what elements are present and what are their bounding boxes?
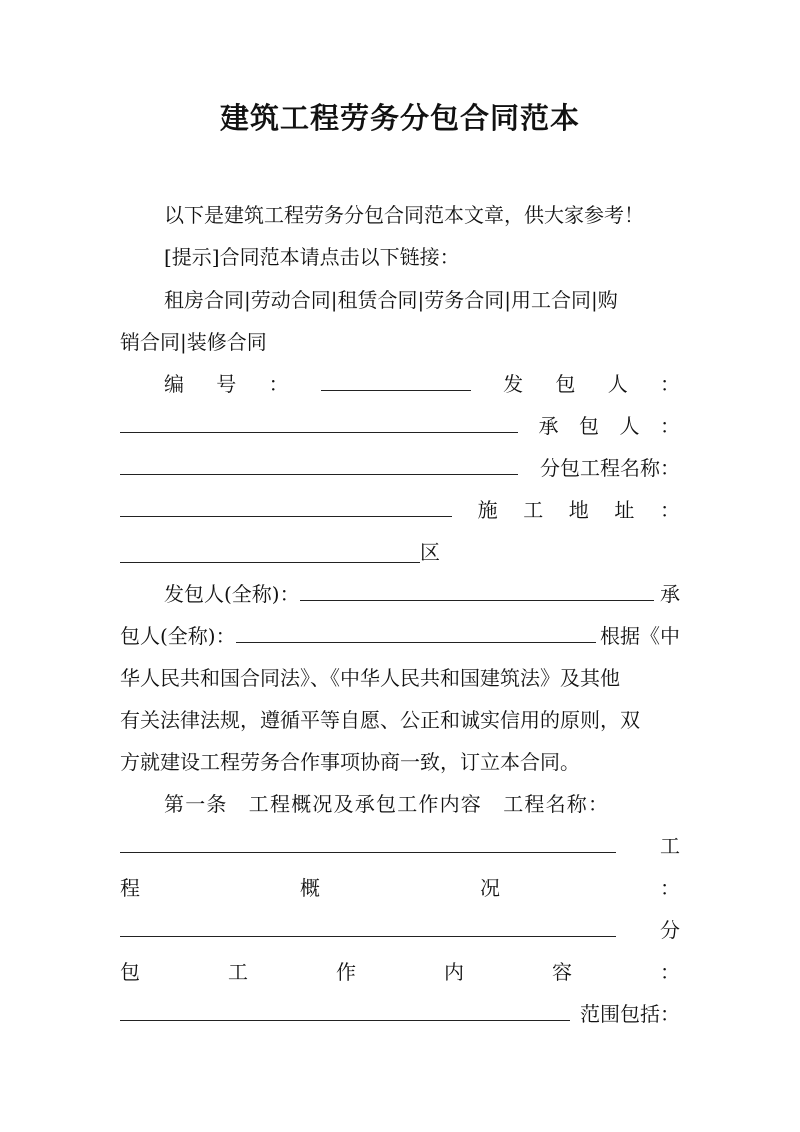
label-char: 工 (660, 834, 680, 858)
blank-site-address[interactable] (120, 540, 420, 563)
label-char: 容 (552, 960, 572, 984)
label-char: ： (660, 414, 680, 438)
label-char: 承 (660, 582, 680, 606)
label-char: 包 (555, 372, 576, 396)
field-row-project-overview-label (120, 872, 680, 904)
label-char: 概 (300, 876, 320, 900)
field-row-scope (120, 998, 680, 1030)
label-char: 分 (660, 918, 680, 942)
label-scope: 范围包括： (580, 1002, 680, 1026)
field-row-contractor-full (120, 620, 680, 652)
label-char: 号 (216, 372, 237, 396)
label-char: 发 (503, 372, 524, 396)
label-char: 程 (120, 876, 140, 900)
label-char: 包 (579, 414, 599, 438)
blank-number[interactable] (321, 368, 471, 391)
label-char: 人 (607, 372, 628, 396)
contract-links-line-1[interactable]: 租房合同|劳动合同|租赁合同|劳务合同|用工合同|购 (164, 288, 618, 312)
body-line-3: 方就建设工程劳务合作事项协商一致，订立本合同。 (120, 750, 580, 774)
label-district: 区 (420, 540, 440, 564)
tip-paragraph: [提示]合同范本请点击以下链接： (164, 245, 460, 269)
label-char: 址 (614, 498, 635, 522)
label-subcontract-name: 分包工程名称： (540, 456, 680, 480)
label-char: 况 (480, 876, 500, 900)
intro-paragraph: 以下是建筑工程劳务分包合同范本文章，供大家参考！ (164, 203, 644, 227)
label-char: 包 (120, 960, 140, 984)
label-char: 承 (538, 414, 559, 438)
label-char: 工 (523, 498, 544, 522)
label-char: ： (268, 372, 289, 396)
blank-work-content[interactable] (120, 998, 570, 1021)
label-char: ： (659, 372, 680, 396)
document-title: 建筑工程劳务分包合同范本 (219, 101, 580, 135)
field-row-subcontract-name (120, 452, 680, 484)
label-char: 人 (619, 414, 640, 438)
field-row-district (120, 536, 680, 568)
field-row-project-overview (120, 914, 680, 946)
body-line-2: 有关法律法规，遵循平等自愿、公正和诚实信用的原则，双 (120, 708, 640, 732)
text-according-to: 根据《中 (600, 624, 680, 648)
body-line-1: 华人民共和国合同法》、《中华人民共和国建筑法》及其他 (120, 666, 620, 690)
field-row-employer-full (120, 578, 680, 610)
label-char: 内 (444, 960, 464, 984)
label-char: 编 (164, 372, 184, 396)
label-char: ： (660, 960, 680, 984)
label-char: 作 (336, 960, 356, 984)
label-char: 施 (477, 498, 498, 522)
blank-contractor[interactable] (120, 452, 518, 475)
contract-links-line-2[interactable]: 销合同|装修合同 (120, 330, 267, 354)
blank-project-name[interactable] (120, 830, 616, 853)
blank-employer-full[interactable] (300, 578, 654, 601)
blank-subcontract-name[interactable] (120, 494, 452, 517)
field-row-site-address (120, 494, 680, 526)
label-char: ： (660, 876, 680, 900)
field-row-contractor (120, 410, 680, 442)
label-char: 地 (568, 498, 589, 522)
field-row-number-employer (120, 368, 680, 400)
field-row-work-content-label (120, 956, 680, 988)
blank-employer[interactable] (120, 410, 518, 433)
blank-project-overview[interactable] (120, 914, 616, 937)
label-contractor-full: 包人(全称)： (120, 624, 236, 648)
article-1-heading: 第一条 工程概况及承包工作内容 工程名称： (164, 792, 610, 816)
label-employer-full: 发包人(全称)： (164, 582, 300, 606)
field-row-project-name (120, 830, 680, 862)
label-char: ： (659, 498, 680, 522)
label-char: 工 (228, 960, 248, 984)
blank-contractor-full[interactable] (236, 620, 596, 643)
